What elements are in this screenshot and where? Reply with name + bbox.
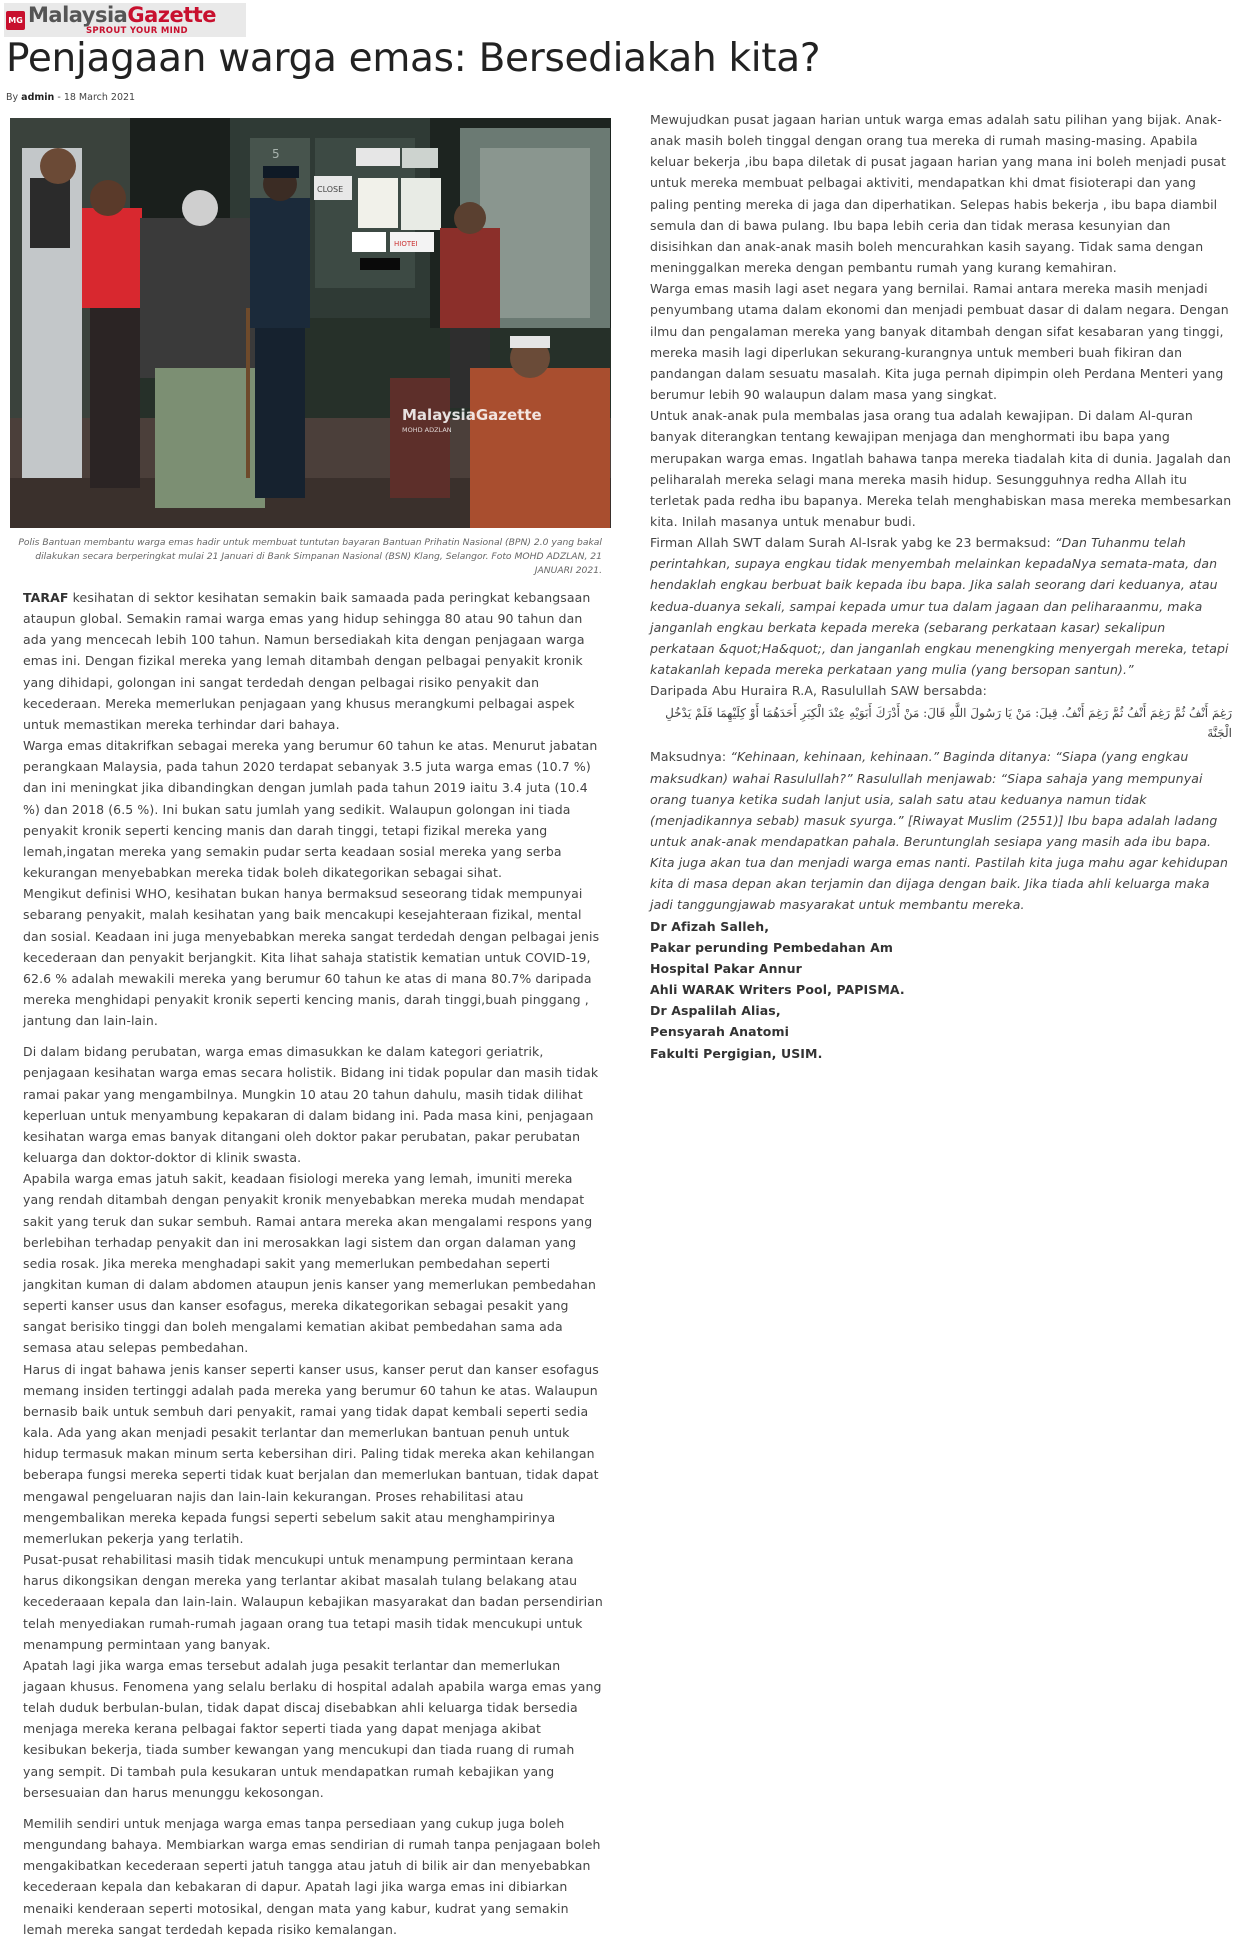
photo-watermark: MalaysiaGazette (402, 406, 542, 424)
paragraph: Apabila warga emas jatuh sakit, keadaan fisiologi mereka yang lemah, imuniti mereka yang rendah ditambah dengan penyakit kronik menyebabkan mereka mudah mendapat sakit yang teruk dan sukar sembuh. Ramai antara mereka akan mengalami respons yang berlebihan terhadap penyakit dan ini merosakkan lagi sistem dan organ dalaman yang sedia rosak. Jika mereka menghadapi sakit yang memerlukan pembedahan seperti jangkitan kuman di dalam abdomen ataupun jenis kanser yang memerlukan pembedahan seperti kanser usus dan kanser esofagus, mereka dikategorikan sebagai pesakit yang sangat berisiko tinggi dan boleh mengalami kematian akibat pembedahan sama ada semasa atau selepas pembedahan. (23, 1171, 596, 1356)
paragraph: Warga emas ditakrifkan sebagai mereka yang berumur 60 tahun ke atas. Menurut jabatan perangkaan Malaysia, pada tahun 2020 terdapat sebanyak 3.5 juta warga emas (10.7 %) dan ini meningkat jika dibandingkan dengan jumlah pada tahun 2019 iaitu 3.4 juta (10.4 %) dan 2018 (6.5 %). Ini bukan satu jumlah yang sedikit. Walaupun golongan ini tiada penyakit kronik seperti kencing manis dan darah tinggi, tetapi fizikal mereka yang lemah,ingatan mereka yang semakin pudar serta keadaan sosial mereka yang serba kekurangan menyebabkan mereka tidak boleh dikategorikan sebagai sihat. (23, 738, 598, 881)
photo-caption: Polis Bantuan membantu warga emas hadir untuk membuat tuntutan bayaran Bantuan Prihatin Nasional (BPN) 2.0 yang bakal dilakukan secara berperingkat mulai 21 Januari di Bank Simpanan Nasional (BSN) Klang, Selangor. Foto MOHD ADZLAN, 21 JANUARI 2021. (18, 537, 602, 576)
sign-hiotel: HIOTEI (394, 240, 418, 248)
site-logo[interactable] (4, 3, 246, 37)
paragraph: Mengikut definisi WHO, kesihatan bukan hanya bermaksud seseorang tidak mempunyai sebarang penyakit, malah kesihatan yang baik mencakupi kesejahteraan fizikal, mental dan sosial. Keadaan ini juga menyebabkan mereka sangat terdedah dengan pelbagai jenis kecederaan dan penyakit berjangkit. Kita lihat sahaja statistik kematian untuk COVID-19, 62.6 % adalah mewakili mereka yang berumur 60 tahun ke atas di mana 80.7% daripada mereka menghidapi penyakit kronik seperti kencing manis, darah tinggi,buah pinggang , jantung dan lain-lain. (23, 886, 600, 1029)
paragraph: Mewujudkan pusat jagaan harian untuk warga emas adalah satu pilihan yang bijak. Anak-anak masih boleh tinggal dengan orang tua mereka di rumah masing-masing. Apabila keluar bekerja ,ibu bapa diletak di pusat jagaan harian yang mana ini boleh menjadi pusat untuk mereka membuat pelbagai aktiviti, mendapatkan khi dmat fisioterapi dan yang paling penting mereka di jaga dan diperhatikan. Selepas habis bekerja , ibu bapa diambil semula dan di bawa pulang. Ibu bapa lebih ceria dan tidak merasa kesunyian dan disisihkan dan anak-anak masih boleh mencurahkan kasih sayang. Tidak sama dengan meninggalkan mereka dengan pembantu rumah yang kurang kemahiran. (650, 112, 1227, 276)
signature-line: Hospital Pakar Annur (650, 960, 802, 976)
paragraph: Untuk anak-anak pula membalas jasa orang tua adalah kewajipan. Di dalam Al-quran banyak diterangkan tentang kewajipan menjaga dan menghormati ibu bapa yang merupakan warga emas. Ingatlah bahawa tanpa mereka tiadalah kita di dunia. Jagalah dan peliharalah mereka selagi mana mereka masih hidup. Sesungguhnya redha Allah itu terletak pada redha ibu bapanya. Mereka telah menghabiskan masa mereka membesarkan kita. Inilah masanya untuk menabur budi. (650, 408, 1232, 529)
hadith-translation: “Kehinaan, kehinaan, kehinaan.” Baginda ditanya: “Siapa (yang engkau maksudkan) wahai Rasulullah?” Rasulullah menjawab: “Siapa sahaja yang mempunyai orang tuanya ketika sudah lanjut usia, salah satu atau keduanya namun tidak (menjadikannya sebab) masuk syurga.” [Riwayat Muslim (2551)] Ibu bapa adalah ladang untuk anak-anak mendapatkan pahala. Beruntunglah sesiapa yang masih ada ibu bapa. Kita juga akan tua dan menjadi warga emas nanti. Pastilah kita juga mahu agar kehidupan kita di masa depan akan terjamin dan dijaga dengan baik. Jika tiada ahli keluarga maka jadi tanggungjawab masyarakat untuk membantu mereka. (650, 749, 1229, 913)
paragraph: Maksudnya: “Kehinaan, kehinaan, kehinaan.” Baginda ditanya: “Siapa (yang engkau maksudkan) wahai Rasulullah?” Rasulullah menjawab: “Siapa sahaja yang mempunyai orang tuanya ketika sudah lanjut usia, salah satu atau keduanya namun tidak (menjadikannya sebab) masuk syurga.” [Riwayat Muslim (2551)] Ibu bapa adalah ladang untuk anak-anak mendapatkan pahala. Beruntunglah sesiapa yang masih ada ibu bapa. Kita juga akan tua dan menjadi warga emas nanti. Pastilah kita juga mahu agar kehidupan kita di masa depan akan terjamin dan dijaga dengan baik. Jika tiada ahli keluarga maka jadi tanggungjawab masyarakat untuk membantu mereka. (650, 749, 1229, 913)
paragraph: Harus di ingat bahawa jenis kanser seperti kanser usus, kanser perut dan kanser esofagus memang insiden tertinggi adalah pada mereka yang berumur 60 tahun ke atas. Walaupun bernasib baik untuk sembuh dari penyakit, ramai yang tidak dapat kembali seperti sedia kala. Ada yang akan menjadi pesakit terlantar dan memerlukan bantuan penuh untuk hidup termasuk makan minum serta kebersihan diri. Paling tidak mereka akan kehilangan beberapa fungsi mereka seperti tidak kuat berjalan dan memerlukan bantuan, tidak dapat mengawal pengeluaran najis dan lain-lain kekurangan. Proses rehabilitasi atau mengembalikan mereka kepada fungsi seperti sebelum sakit atau menghampirinya memerlukan pekerja yang terlatih. (23, 1361, 599, 1546)
article-title: Penjagaan warga emas: Bersediakah kita? (6, 36, 821, 81)
paragraph: Di dalam bidang perubatan, warga emas dimasukkan ke dalam kategori geriatrik, penjagaan kesihatan warga emas secara holistik. Bidang ini tidak popular dan masih tidak ramai pakar yang mengambilnya. Mungkin 10 atau 20 tahun dahulu, masih tidak dilihat keperluan untuk menyambung kepakaran di dalam bidang ini. Pada masa kini, penjagaan kesihatan warga emas banyak ditangani oleh doktor pakar perubatan, pakar perubatan keluarga dan doktor-doktor di klinik swasta. (23, 1044, 599, 1166)
article-byline: By admin - 18 March 2021 (6, 92, 136, 103)
signature-line: Fakulti Pergigian, USIM. (650, 1045, 823, 1061)
author-link[interactable]: admin (21, 92, 55, 103)
signature-line: Ahli WARAK Writers Pool, PAPISMA. (650, 982, 905, 998)
paragraph: TARAF kesihatan di sektor kesihatan semakin baik samaada pada peringkat kebangsaan ataupun global. Semakin ramai warga emas yang hidup sehingga 80 atau 90 tahun dan ada yang mencecah lebih 100 tahun. Namun bersediakah kita dengan penjagaan warga emas ini. Dengan fizikal mereka yang lemah ditambah dengan pelbagai penyakit kronik yang dihidapi, golongan ini sangat terdedah dengan pelbagai risiko penyakit dan kecederaan. Mereka memerlukan penjagaan yang khusus merangkumi pelbagai aspek untuk memastikan mereka terhindar dari bahaya. (23, 590, 591, 732)
logo-badge: MG (6, 11, 25, 30)
paragraph: Pusat-pusat rehabilitasi masih tidak mencukupi untuk menampung permintaan kerana harus dikongsikan dengan mereka yang terlantar akibat masalah tulang belakang atau kecederaaan kepala dan lain-lain. Walaupun kebajikan masyarakat dan badan persendirian telah menyediakan rumah-rumah jagaan orang tua tetapi masih tidak mencukupi untuk menampung permintaan yang banyak. (23, 1552, 603, 1652)
paragraph: Daripada Abu Huraira R.A, Rasulullah SAW bersabda: (650, 683, 987, 699)
sign-close: CLOSE (317, 185, 344, 194)
publish-date: 18 March 2021 (63, 92, 136, 103)
signature-line: Pensyarah Anatomi (650, 1024, 789, 1040)
hadith-arabic: رَغِمَ أَنْفُ ثُمَّ رَغِمَ أَنْفُ ثُمَّ رَغِمَ أَنْفُ. قِيلَ: مَنْ يَا رَسُولَ اللَّهِ قَالَ: مَنْ أَدْرَكَ أَبَوَيْهِ عِنْدَ الْكِبَرِ أَحَدَهُمَا أَوْ كِلَيْهِمَا فَلَمْ يَدْخُلِ الْجَنَّةَ (665, 706, 1232, 741)
paragraph: Apatah lagi jika warga emas tersebut adalah juga pesakit terlantar dan memerlukan jagaan khusus. Fenomena yang selalu berlaku di hospital adalah apabila warga emas yang telah duduk berbulan-bulan, tidak dapat discaj disebabkan ahli keluarga tidak bersedia menjaga mereka kerana pelbagai faktor seperti tiada yang dapat menjaga akibat kesibukan bekerja, tiada sumber kewangan yang mencukupi dan tiada ruang di rumah yang sempit. Di tambah pula kesukaran untuk mendapatkan rumah kebajikan yang bersesuaian dan harus menunggu kekosongan. (23, 1657, 602, 1800)
photo-illustration (10, 118, 611, 528)
photo-credit: MOHD ADZLAN (402, 426, 452, 434)
logo-wordmark: MalaysiaGazette (28, 2, 217, 27)
article-body-right (650, 109, 1232, 1064)
paragraph: Warga emas masih lagi aset negara yang bernilai. Ramai antara mereka masih menjadi penyumbang utama dalam ekonomi dan menjadi pembuat dasar di dalam negara. Dengan ilmu dan pengalaman mereka yang banyak ditambah dengan sifat kesabaran yang tinggi, mereka masih lagi diperlukan sekurang-kurangnya untuk memberi buah fikiran dan pandangan dalam sesuatu masalah. Kita juga pernah dipimpin oleh Perdana Menteri yang berumur lebih 90 walaupun dalam masa yang singkat. (650, 281, 1229, 403)
article-body-left (23, 587, 603, 1940)
signature-line: Dr Aspalilah Alias, (650, 1003, 781, 1019)
logo-tagline: SPROUT YOUR MIND (86, 25, 188, 36)
lead-word: TARAF (23, 590, 69, 605)
sign-number: 5 (272, 147, 280, 161)
signature-line: Dr Afizah Salleh, (650, 918, 770, 934)
paragraph: Firman Allah SWT dalam Surah Al-Israk yabg ke 23 bermaksud: “Dan Tuhanmu telah perintahkan, supaya engkau tidak menyembah melainkan kepadaNya semata-mata, dan hendaklah engkau berbuat baik kepada ibu bapa. Jika salah seorang dari keduanya, atau kedua-duanya sekali, sampai kepada umur tua dalam jagaan dan peliharaanmu, maka janganlah engkau berkata kepada mereka (sebarang perkataan kasar) sekalipun perkataan &quot;Ha&quot;, dan janganlah engkau menengking menyergah mereka, tetapi katakanlah kepada mereka perkataan yang mulia (yang bersopan santun).” (650, 535, 1229, 678)
quran-quote: “Dan Tuhanmu telah perintahkan, supaya engkau tidak menyembah melainkan kepadaNya semata-mata, dan hendaklah engkau berbuat baik kepada ibu bapa. Jika salah seorang dari keduanya, atau kedua-duanya sekali, sampai kepada umur tua dalam jagaan dan peliharaanmu, maka janganlah engkau berkata kepada mereka (sebarang perkataan kasar) sekalipun perkataan &quot;Ha&quot;, dan janganlah engkau menengking menyergah mereka, tetapi katakanlah kepada mereka perkataan yang mulia (yang bersopan santun).” (650, 535, 1229, 678)
paragraph: Memilih sendiri untuk menjaga warga emas tanpa persediaan yang cukup juga boleh mengundang bahaya. Membiarkan warga emas sendirian di rumah tanpa penjagaan boleh mengakibatkan kecederaan seperti jatuh tangga atau jatuh di bilik air dan menyebabkan kecederaan kepala dan kebakaran di dapur. Apatah lagi jika warga emas ini dibiarkan menaiki kenderaan seperti motosikal, dengan mata yang kabur, kudrat yang semakin lemah mereka sangat terdedah kepada risiko kemalangan. (23, 1815, 601, 1937)
article-photo (10, 118, 611, 528)
signature-line: Pakar perunding Pembedahan Am (650, 939, 893, 955)
